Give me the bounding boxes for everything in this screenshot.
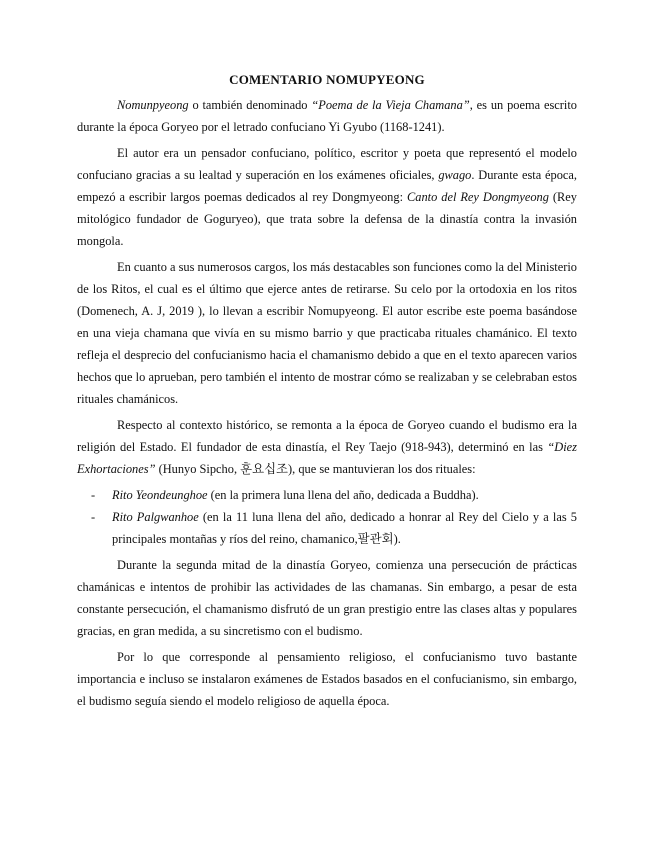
paragraph-context	[77, 414, 577, 480]
rite-name: Rito Yeondeunghoe	[112, 488, 208, 502]
list-dash: -	[91, 488, 96, 502]
paragraph-author-text-c: (Rey mitológico fundador de Goguryeo), que trata sobre la defensa de la dinastía contra la invasión mongola.	[77, 190, 578, 248]
paragraph-context-text-b: (Hunyo Sipcho, 훈요십조), que se mantuvieran los dos rituales:	[155, 462, 476, 476]
list-item	[77, 484, 577, 506]
poem-title-quote: “Poema de la Vieja Chamana”	[311, 98, 470, 112]
paragraph-persecution: Durante la segunda mitad de la dinastía Goryeo, comienza una persecución de prácticas chamánicas e intentos de prohibir las actividades de las chamanas. Sin embargo, a pesar de esta constante persecución, el chamanismo disfrutó de un gran prestigio entre las clases altas y populares gracias, en gran medida, a su sincretismo con el budismo.	[77, 558, 577, 638]
page-title: COMENTARIO NOMUPYEONG	[229, 72, 425, 87]
paragraph-intro-text-a: o también denominado	[188, 98, 312, 112]
paragraph-author-text-a: El autor era un pensador confuciano, político, escritor y poeta que representó el modelo confuciano gracias a su lealtad y superación en los exámenes oficiales,	[77, 146, 577, 182]
paragraph-intro	[77, 94, 577, 138]
rite-description: (en la primera luna llena del año, dedicada a Buddha).	[207, 488, 479, 502]
term-nomunpyeong: Nomunpyeong	[117, 98, 189, 112]
list-item	[77, 506, 577, 550]
paragraph-author-text-b: . Durante esta época, empezó a escribir largos poemas dedicados al rey Dongmyeong:	[77, 168, 577, 204]
document-body	[77, 72, 577, 716]
rite-description: (en la 11 luna llena del año, dedicado a honrar al Rey del Cielo y a las 5 principales montañas y ríos del reino, chamanico,팔관회).	[112, 510, 577, 546]
rite-name: Rito Palgwanhoe	[112, 510, 199, 524]
paragraph-context-text-a: Respecto al contexto histórico, se remonta a la época de Goryeo cuando el budismo era la religión del Estado. El fundador de esta dinastía, el Rey Taejo (918-943), determinó en las	[77, 418, 577, 454]
term-gwago: gwago	[438, 168, 472, 182]
list-dash: -	[91, 510, 96, 524]
paragraph-author	[77, 142, 577, 252]
paragraph-religion: Por lo que corresponde al pensamiento religioso, el confucianismo tuvo bastante importancia e incluso se instalaron exámenes de Estados basados en el confucianismo, sin embargo, el budismo seguía siendo el modelo religioso de aquella época.	[77, 650, 577, 708]
rites-list	[77, 484, 577, 550]
paragraph-intro-text-b: , es un poema escrito durante la época Goryeo por el letrado confuciano Yi Gyubo (1168-1241).	[77, 98, 577, 134]
exhortations-quote: “Diez Exhortaciones”	[77, 440, 577, 476]
paragraph-positions: En cuanto a sus numerosos cargos, los más destacables son funciones como la del Ministerio de los Ritos, el cual es el último que ejerce antes de retirarse. Su celo por la ortodoxia en los ritos (Domenech, A. J, 2019 ), lo llevan a escribir Nomupyeong. El autor escribe este poema basándose en una vieja chamana que vivía en su mismo barrio y que practicaba rituales chamánico. El texto refleja el desprecio del confucianismo hacia el chamanismo debido a que en el texto aparecen varios hechos que lo aprueban, pero también el intento de mostrar cómo se realizaban y se celebraban estos rituales chamánicos.	[77, 260, 577, 406]
work-title-canto: Canto del Rey Dongmyeong	[406, 190, 549, 204]
